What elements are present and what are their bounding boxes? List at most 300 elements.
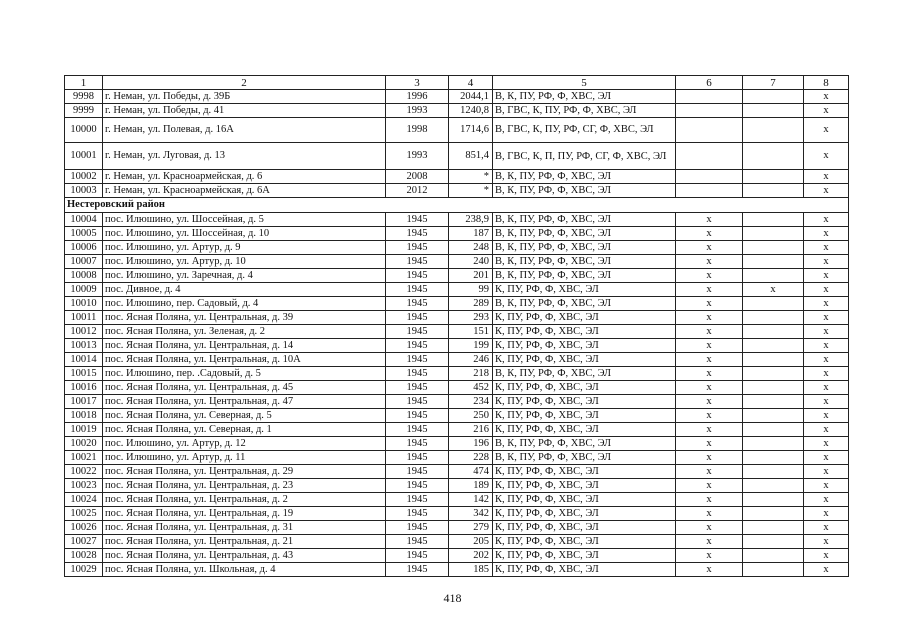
row-number: 10005 — [65, 227, 103, 241]
mark-cell-6: х — [676, 213, 743, 227]
row-number: 10022 — [65, 465, 103, 479]
table-row — [65, 325, 849, 339]
mark-cell-8: х — [804, 437, 849, 451]
address-cell: пос. Ясная Поляна, ул. Центральная, д. 23 — [103, 479, 386, 493]
year-cell: 1945 — [386, 213, 449, 227]
mark-cell-7 — [743, 184, 804, 198]
mark-cell-7 — [743, 90, 804, 104]
year-cell: 1945 — [386, 269, 449, 283]
address-cell: пос. Илюшино, пер. Садовый, д. 4 — [103, 297, 386, 311]
table-row — [65, 283, 849, 297]
area-cell: 452 — [449, 381, 493, 395]
mark-cell-7 — [743, 104, 804, 118]
year-cell: 1945 — [386, 549, 449, 563]
row-number: 10010 — [65, 297, 103, 311]
works-cell: В, ГВС, К, ПУ, РФ, СГ, Ф, ХВС, ЭЛ — [493, 118, 676, 143]
area-cell: 2044,1 — [449, 90, 493, 104]
mark-cell-8: х — [804, 227, 849, 241]
mark-cell-7 — [743, 507, 804, 521]
mark-cell-8: х — [804, 507, 849, 521]
address-cell: пос. Ясная Поляна, ул. Центральная, д. 14 — [103, 339, 386, 353]
table-row — [65, 409, 849, 423]
works-cell: К, ПУ, РФ, Ф, ХВС, ЭЛ — [493, 535, 676, 549]
mark-cell-8: х — [804, 479, 849, 493]
registry-table — [64, 75, 849, 577]
works-cell: К, ПУ, РФ, Ф, ХВС, ЭЛ — [493, 325, 676, 339]
mark-cell-6: х — [676, 325, 743, 339]
year-cell: 1945 — [386, 521, 449, 535]
row-number: 10020 — [65, 437, 103, 451]
year-cell: 1945 — [386, 241, 449, 255]
area-cell: 474 — [449, 465, 493, 479]
mark-cell-8: х — [804, 118, 849, 143]
area-cell: 201 — [449, 269, 493, 283]
mark-cell-7 — [743, 353, 804, 367]
year-cell: 1945 — [386, 507, 449, 521]
area-cell: 851,4 — [449, 143, 493, 170]
row-number: 10011 — [65, 311, 103, 325]
address-cell: пос. Илюшино, ул. Заречная, д. 4 — [103, 269, 386, 283]
table-row — [65, 535, 849, 549]
row-number: 10012 — [65, 325, 103, 339]
works-cell: К, ПУ, РФ, Ф, ХВС, ЭЛ — [493, 465, 676, 479]
mark-cell-8: х — [804, 549, 849, 563]
year-cell: 2008 — [386, 170, 449, 184]
mark-cell-8: х — [804, 353, 849, 367]
works-cell: В, К, ПУ, РФ, Ф, ХВС, ЭЛ — [493, 451, 676, 465]
year-cell: 1945 — [386, 325, 449, 339]
mark-cell-6: х — [676, 465, 743, 479]
row-number: 10017 — [65, 395, 103, 409]
mark-cell-6: х — [676, 339, 743, 353]
year-cell: 1945 — [386, 255, 449, 269]
area-cell: 238,9 — [449, 213, 493, 227]
works-cell: В, К, ПУ, РФ, Ф, ХВС, ЭЛ — [493, 437, 676, 451]
mark-cell-7 — [743, 325, 804, 339]
works-cell: В, К, ПУ, РФ, Ф, ХВС, ЭЛ — [493, 269, 676, 283]
row-number: 10009 — [65, 283, 103, 297]
area-cell: 189 — [449, 479, 493, 493]
area-cell: 240 — [449, 255, 493, 269]
table-row — [65, 507, 849, 521]
works-cell: К, ПУ, РФ, Ф, ХВС, ЭЛ — [493, 283, 676, 297]
year-cell: 1945 — [386, 493, 449, 507]
works-cell: В, К, ПУ, РФ, Ф, ХВС, ЭЛ — [493, 90, 676, 104]
table-row — [65, 549, 849, 563]
year-cell: 1945 — [386, 311, 449, 325]
works-cell: В, К, ПУ, РФ, Ф, ХВС, ЭЛ — [493, 213, 676, 227]
area-cell: 216 — [449, 423, 493, 437]
table-row — [65, 184, 849, 198]
table-row — [65, 395, 849, 409]
year-cell: 1945 — [386, 283, 449, 297]
mark-cell-8: х — [804, 493, 849, 507]
mark-cell-8: х — [804, 170, 849, 184]
header-row — [65, 76, 849, 90]
mark-cell-7 — [743, 493, 804, 507]
address-cell: пос. Ясная Поляна, ул. Центральная, д. 45 — [103, 381, 386, 395]
area-cell: 228 — [449, 451, 493, 465]
row-number: 10029 — [65, 563, 103, 577]
area-cell: 199 — [449, 339, 493, 353]
address-cell: пос. Ясная Поляна, ул. Северная, д. 1 — [103, 423, 386, 437]
works-cell: В, К, ПУ, РФ, Ф, ХВС, ЭЛ — [493, 367, 676, 381]
column-header: 5 — [493, 76, 676, 90]
mark-cell-8: х — [804, 395, 849, 409]
works-cell: К, ПУ, РФ, Ф, ХВС, ЭЛ — [493, 353, 676, 367]
mark-cell-6: х — [676, 297, 743, 311]
mark-cell-8: х — [804, 213, 849, 227]
works-cell: В, К, ПУ, РФ, Ф, ХВС, ЭЛ — [493, 255, 676, 269]
table-row — [65, 118, 849, 143]
table-row — [65, 353, 849, 367]
row-number: 10025 — [65, 507, 103, 521]
table-row — [65, 170, 849, 184]
table-row — [65, 90, 849, 104]
area-cell: 185 — [449, 563, 493, 577]
address-cell: пос. Илюшино, ул. Артур, д. 12 — [103, 437, 386, 451]
table-row — [65, 227, 849, 241]
table-row — [65, 255, 849, 269]
works-cell: В, К, ПУ, РФ, Ф, ХВС, ЭЛ — [493, 297, 676, 311]
row-number: 10000 — [65, 118, 103, 143]
mark-cell-8: х — [804, 255, 849, 269]
area-cell: 205 — [449, 535, 493, 549]
table-row — [65, 104, 849, 118]
address-cell: пос. Ясная Поляна, ул. Центральная, д. 31 — [103, 521, 386, 535]
mark-cell-6 — [676, 170, 743, 184]
table-row — [65, 381, 849, 395]
mark-cell-7 — [743, 339, 804, 353]
row-number: 10026 — [65, 521, 103, 535]
table-row — [65, 241, 849, 255]
mark-cell-8: х — [804, 184, 849, 198]
area-cell: 250 — [449, 409, 493, 423]
works-cell: В, К, ПУ, РФ, Ф, ХВС, ЭЛ — [493, 184, 676, 198]
table-row — [65, 479, 849, 493]
area-cell: 234 — [449, 395, 493, 409]
year-cell: 1945 — [386, 381, 449, 395]
works-cell: В, К, ПУ, РФ, Ф, ХВС, ЭЛ — [493, 170, 676, 184]
address-cell: пос. Ясная Поляна, ул. Центральная, д. 2 — [103, 493, 386, 507]
works-cell: К, ПУ, РФ, Ф, ХВС, ЭЛ — [493, 493, 676, 507]
address-cell: пос. Илюшино, ул. Артур, д. 9 — [103, 241, 386, 255]
year-cell: 1945 — [386, 535, 449, 549]
column-header: 8 — [804, 76, 849, 90]
mark-cell-6: х — [676, 353, 743, 367]
mark-cell-7 — [743, 535, 804, 549]
area-cell: 196 — [449, 437, 493, 451]
works-cell: В, ГВС, К, П, ПУ, РФ, СГ, Ф, ХВС, ЭЛ — [493, 143, 676, 170]
area-cell: 1714,6 — [449, 118, 493, 143]
area-cell: 99 — [449, 283, 493, 297]
year-cell: 1945 — [386, 423, 449, 437]
mark-cell-6: х — [676, 269, 743, 283]
mark-cell-6: х — [676, 311, 743, 325]
mark-cell-7 — [743, 143, 804, 170]
area-cell: 342 — [449, 507, 493, 521]
mark-cell-8: х — [804, 104, 849, 118]
mark-cell-6: х — [676, 535, 743, 549]
year-cell: 1998 — [386, 118, 449, 143]
mark-cell-7 — [743, 521, 804, 535]
area-cell: 142 — [449, 493, 493, 507]
area-cell: 293 — [449, 311, 493, 325]
year-cell: 1945 — [386, 465, 449, 479]
mark-cell-7 — [743, 451, 804, 465]
table-row — [65, 437, 849, 451]
table-row — [65, 143, 849, 170]
table-row — [65, 423, 849, 437]
table-row — [65, 521, 849, 535]
works-cell: К, ПУ, РФ, Ф, ХВС, ЭЛ — [493, 311, 676, 325]
mark-cell-6 — [676, 143, 743, 170]
mark-cell-6: х — [676, 563, 743, 577]
mark-cell-7 — [743, 255, 804, 269]
address-cell: пос. Ясная Поляна, ул. Центральная, д. 19 — [103, 507, 386, 521]
row-number: 10006 — [65, 241, 103, 255]
mark-cell-7 — [743, 381, 804, 395]
mark-cell-6: х — [676, 409, 743, 423]
mark-cell-8: х — [804, 563, 849, 577]
address-cell: пос. Ясная Поляна, ул. Центральная, д. 10А — [103, 353, 386, 367]
mark-cell-8: х — [804, 409, 849, 423]
mark-cell-7 — [743, 213, 804, 227]
row-number: 10027 — [65, 535, 103, 549]
address-cell: г. Неман, ул. Победы, д. 41 — [103, 104, 386, 118]
mark-cell-7 — [743, 437, 804, 451]
mark-cell-7 — [743, 227, 804, 241]
column-header: 3 — [386, 76, 449, 90]
mark-cell-8: х — [804, 297, 849, 311]
mark-cell-6: х — [676, 507, 743, 521]
year-cell: 2012 — [386, 184, 449, 198]
address-cell: пос. Илюшино, ул. Шоссейная, д. 5 — [103, 213, 386, 227]
table-row — [65, 563, 849, 577]
mark-cell-6: х — [676, 255, 743, 269]
address-cell: пос. Ясная Поляна, ул. Центральная, д. 43 — [103, 549, 386, 563]
mark-cell-6: х — [676, 423, 743, 437]
table-row — [65, 297, 849, 311]
area-cell: 218 — [449, 367, 493, 381]
mark-cell-6: х — [676, 493, 743, 507]
table-row — [65, 367, 849, 381]
row-number: 10008 — [65, 269, 103, 283]
works-cell: К, ПУ, РФ, Ф, ХВС, ЭЛ — [493, 479, 676, 493]
mark-cell-8: х — [804, 465, 849, 479]
mark-cell-6: х — [676, 549, 743, 563]
mark-cell-8: х — [804, 367, 849, 381]
year-cell: 1945 — [386, 409, 449, 423]
address-cell: г. Неман, ул. Луговая, д. 13 — [103, 143, 386, 170]
works-cell: К, ПУ, РФ, Ф, ХВС, ЭЛ — [493, 549, 676, 563]
works-cell: К, ПУ, РФ, Ф, ХВС, ЭЛ — [493, 423, 676, 437]
mark-cell-8: х — [804, 451, 849, 465]
year-cell: 1945 — [386, 297, 449, 311]
works-cell: К, ПУ, РФ, Ф, ХВС, ЭЛ — [493, 381, 676, 395]
works-cell: К, ПУ, РФ, Ф, ХВС, ЭЛ — [493, 409, 676, 423]
row-number: 9998 — [65, 90, 103, 104]
table-row — [65, 311, 849, 325]
row-number: 10004 — [65, 213, 103, 227]
column-header: 4 — [449, 76, 493, 90]
year-cell: 1945 — [386, 479, 449, 493]
column-header: 7 — [743, 76, 804, 90]
mark-cell-7 — [743, 549, 804, 563]
address-cell: пос. Ясная Поляна, ул. Центральная, д. 21 — [103, 535, 386, 549]
mark-cell-6: х — [676, 381, 743, 395]
table-row — [65, 493, 849, 507]
year-cell: 1993 — [386, 104, 449, 118]
year-cell: 1945 — [386, 451, 449, 465]
area-cell: * — [449, 170, 493, 184]
mark-cell-8: х — [804, 283, 849, 297]
address-cell: г. Неман, ул. Полевая, д. 16А — [103, 118, 386, 143]
mark-cell-7 — [743, 170, 804, 184]
address-cell: пос. Илюшино, ул. Артур, д. 10 — [103, 255, 386, 269]
address-cell: пос. Ясная Поляна, ул. Центральная, д. 39 — [103, 311, 386, 325]
mark-cell-6: х — [676, 395, 743, 409]
mark-cell-6 — [676, 118, 743, 143]
mark-cell-7 — [743, 269, 804, 283]
year-cell: 1945 — [386, 353, 449, 367]
mark-cell-6 — [676, 104, 743, 118]
column-header: 6 — [676, 76, 743, 90]
mark-cell-6: х — [676, 227, 743, 241]
mark-cell-7 — [743, 479, 804, 493]
row-number: 10003 — [65, 184, 103, 198]
address-cell: г. Неман, ул. Победы, д. 39Б — [103, 90, 386, 104]
row-number: 10023 — [65, 479, 103, 493]
address-cell: пос. Ясная Поляна, ул. Центральная, д. 47 — [103, 395, 386, 409]
area-cell: 151 — [449, 325, 493, 339]
address-cell: пос. Илюшино, пер. .Садовый, д. 5 — [103, 367, 386, 381]
works-cell: К, ПУ, РФ, Ф, ХВС, ЭЛ — [493, 339, 676, 353]
address-cell: пос. Ясная Поляна, ул. Школьная, д. 4 — [103, 563, 386, 577]
mark-cell-7 — [743, 241, 804, 255]
address-cell: г. Неман, ул. Красноармейская, д. 6 — [103, 170, 386, 184]
area-cell: 187 — [449, 227, 493, 241]
row-number: 10001 — [65, 143, 103, 170]
table-body — [65, 76, 849, 577]
row-number: 10013 — [65, 339, 103, 353]
year-cell: 1945 — [386, 563, 449, 577]
mark-cell-8: х — [804, 521, 849, 535]
mark-cell-8: х — [804, 241, 849, 255]
mark-cell-8: х — [804, 143, 849, 170]
year-cell: 1945 — [386, 367, 449, 381]
works-cell: К, ПУ, РФ, Ф, ХВС, ЭЛ — [493, 507, 676, 521]
works-cell: К, ПУ, РФ, Ф, ХВС, ЭЛ — [493, 395, 676, 409]
works-cell: В, К, ПУ, РФ, Ф, ХВС, ЭЛ — [493, 227, 676, 241]
area-cell: 279 — [449, 521, 493, 535]
mark-cell-6: х — [676, 367, 743, 381]
mark-cell-8: х — [804, 325, 849, 339]
mark-cell-6: х — [676, 479, 743, 493]
row-number: 10015 — [65, 367, 103, 381]
row-number: 10019 — [65, 423, 103, 437]
address-cell: пос. Ясная Поляна, ул. Зеленая, д. 2 — [103, 325, 386, 339]
mark-cell-6: х — [676, 437, 743, 451]
row-number: 10024 — [65, 493, 103, 507]
mark-cell-7 — [743, 297, 804, 311]
address-cell: пос. Дивное, д. 4 — [103, 283, 386, 297]
mark-cell-8: х — [804, 311, 849, 325]
row-number: 10007 — [65, 255, 103, 269]
mark-cell-7 — [743, 367, 804, 381]
mark-cell-7 — [743, 465, 804, 479]
mark-cell-8: х — [804, 423, 849, 437]
year-cell: 1945 — [386, 437, 449, 451]
mark-cell-7 — [743, 423, 804, 437]
mark-cell-7 — [743, 395, 804, 409]
mark-cell-7 — [743, 118, 804, 143]
area-cell: 246 — [449, 353, 493, 367]
address-cell: пос. Илюшино, ул. Артур, д. 11 — [103, 451, 386, 465]
mark-cell-7 — [743, 563, 804, 577]
row-number: 10021 — [65, 451, 103, 465]
mark-cell-6 — [676, 90, 743, 104]
mark-cell-7: х — [743, 283, 804, 297]
mark-cell-6: х — [676, 283, 743, 297]
table-row — [65, 451, 849, 465]
section-title: Нестеровский район — [65, 198, 849, 213]
area-cell: 1240,8 — [449, 104, 493, 118]
year-cell: 1945 — [386, 339, 449, 353]
row-number: 10016 — [65, 381, 103, 395]
address-cell: пос. Ясная Поляна, ул. Северная, д. 5 — [103, 409, 386, 423]
year-cell: 1993 — [386, 143, 449, 170]
mark-cell-6: х — [676, 451, 743, 465]
area-cell: 289 — [449, 297, 493, 311]
year-cell: 1945 — [386, 395, 449, 409]
section-row — [65, 198, 849, 213]
year-cell: 1945 — [386, 227, 449, 241]
column-header: 2 — [103, 76, 386, 90]
table-row — [65, 269, 849, 283]
mark-cell-8: х — [804, 381, 849, 395]
mark-cell-6: х — [676, 241, 743, 255]
page-number: 418 — [443, 591, 462, 605]
area-cell: * — [449, 184, 493, 198]
address-cell: пос. Илюшино, ул. Шоссейная, д. 10 — [103, 227, 386, 241]
row-number: 10018 — [65, 409, 103, 423]
row-number: 10028 — [65, 549, 103, 563]
table-row — [65, 465, 849, 479]
works-cell: В, К, ПУ, РФ, Ф, ХВС, ЭЛ — [493, 241, 676, 255]
area-cell: 202 — [449, 549, 493, 563]
address-cell: г. Неман, ул. Красноармейская, д. 6А — [103, 184, 386, 198]
column-header: 1 — [65, 76, 103, 90]
mark-cell-6: х — [676, 521, 743, 535]
mark-cell-8: х — [804, 90, 849, 104]
table-row — [65, 213, 849, 227]
works-cell: К, ПУ, РФ, Ф, ХВС, ЭЛ — [493, 563, 676, 577]
area-cell: 248 — [449, 241, 493, 255]
mark-cell-8: х — [804, 269, 849, 283]
table-row — [65, 339, 849, 353]
mark-cell-7 — [743, 409, 804, 423]
works-cell: К, ПУ, РФ, Ф, ХВС, ЭЛ — [493, 521, 676, 535]
row-number: 10014 — [65, 353, 103, 367]
mark-cell-7 — [743, 311, 804, 325]
mark-cell-8: х — [804, 535, 849, 549]
row-number: 10002 — [65, 170, 103, 184]
mark-cell-6 — [676, 184, 743, 198]
works-cell: В, ГВС, К, ПУ, РФ, Ф, ХВС, ЭЛ — [493, 104, 676, 118]
year-cell: 1996 — [386, 90, 449, 104]
row-number: 9999 — [65, 104, 103, 118]
